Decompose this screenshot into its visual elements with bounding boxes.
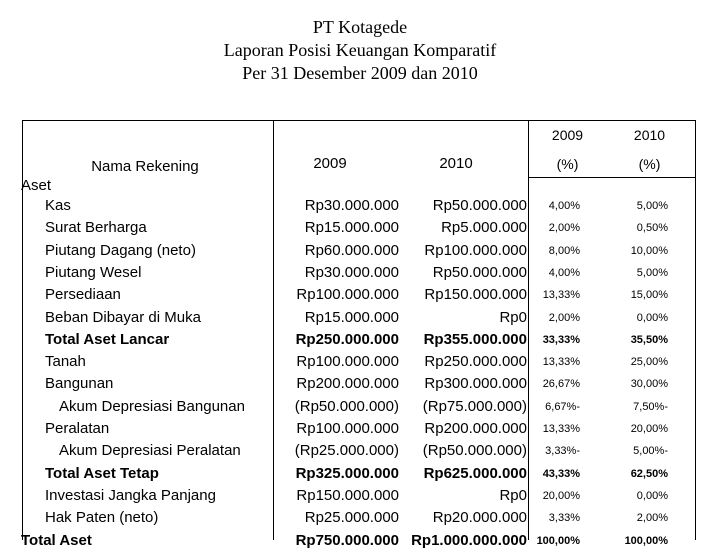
row-amount-2010: Rp250.000.000 bbox=[424, 353, 527, 370]
row-percent-2009: 13,33% bbox=[542, 356, 580, 368]
row-percent-2010: 5,00%- bbox=[633, 445, 668, 457]
header-pct-2010-unit: (%) bbox=[638, 156, 661, 172]
row-percent-2010: 10,00% bbox=[630, 245, 668, 257]
column-divider-amounts bbox=[528, 120, 529, 540]
row-percent-2010: 25,00% bbox=[630, 356, 668, 368]
header-account-name: Nama Rekening bbox=[91, 158, 199, 175]
header-2010: 2010 bbox=[439, 155, 473, 172]
row-percent-2010: 0,50% bbox=[636, 222, 668, 234]
row-account-name: Total Aset bbox=[21, 532, 92, 549]
row-amount-2010: Rp5.000.000 bbox=[441, 219, 527, 236]
header-pct-2010-year: 2010 bbox=[633, 127, 666, 143]
row-amount-2010: Rp50.000.000 bbox=[432, 264, 527, 281]
row-percent-2010: 0,00% bbox=[636, 312, 668, 324]
row-amount-2010: Rp100.000.000 bbox=[424, 242, 527, 259]
row-amount-2009: Rp15.000.000 bbox=[304, 219, 399, 236]
row-account-name: Piutang Dagang (neto) bbox=[45, 242, 196, 259]
row-amount-2010: (Rp50.000.000) bbox=[422, 442, 527, 459]
row-account-name: Kas bbox=[45, 197, 71, 214]
row-percent-2010: 7,50%- bbox=[633, 401, 668, 413]
header-pct-2009-unit: (%) bbox=[556, 156, 579, 172]
row-percent-2009: 33,33% bbox=[542, 334, 580, 346]
column-divider-name bbox=[273, 120, 274, 540]
row-amount-2009: Rp30.000.000 bbox=[304, 197, 399, 214]
row-amount-2010: Rp150.000.000 bbox=[424, 286, 527, 303]
row-percent-2009: 8,00% bbox=[548, 245, 580, 257]
row-amount-2009: Rp750.000.000 bbox=[295, 532, 399, 549]
row-amount-2010: Rp20.000.000 bbox=[432, 509, 527, 526]
row-amount-2010: Rp355.000.000 bbox=[423, 331, 527, 348]
row-percent-2010: 100,00% bbox=[624, 535, 668, 547]
row-amount-2010: Rp200.000.000 bbox=[424, 420, 527, 437]
row-account-name: Akum Depresiasi Peralatan bbox=[59, 442, 241, 459]
row-account-name: Surat Berharga bbox=[45, 219, 147, 236]
row-percent-2009: 13,33% bbox=[542, 289, 580, 301]
percent-header-underline bbox=[528, 177, 695, 178]
row-percent-2009: 43,33% bbox=[542, 468, 580, 480]
row-account-name: Akum Depresiasi Bangunan bbox=[59, 398, 245, 415]
row-amount-2010: (Rp75.000.000) bbox=[422, 398, 527, 415]
row-amount-2009: (Rp25.000.000) bbox=[294, 442, 399, 459]
row-percent-2009: 20,00% bbox=[542, 490, 580, 502]
row-percent-2009: 4,00% bbox=[548, 267, 580, 279]
row-account-name: Persediaan bbox=[45, 286, 121, 303]
row-percent-2009: 100,00% bbox=[536, 535, 580, 547]
row-amount-2010: Rp50.000.000 bbox=[432, 197, 527, 214]
row-account-name: Total Aset Lancar bbox=[45, 331, 170, 348]
row-amount-2009: Rp250.000.000 bbox=[295, 331, 399, 348]
row-amount-2009: (Rp50.000.000) bbox=[294, 398, 399, 415]
row-percent-2009: 2,00% bbox=[548, 222, 580, 234]
row-amount-2009: Rp200.000.000 bbox=[296, 375, 399, 392]
row-amount-2009: Rp25.000.000 bbox=[304, 509, 399, 526]
row-account-name: Peralatan bbox=[45, 420, 110, 437]
row-account-name: Investasi Jangka Panjang bbox=[45, 487, 216, 504]
row-percent-2009: 26,67% bbox=[542, 378, 580, 390]
row-percent-2010: 2,00% bbox=[636, 512, 668, 524]
table-top-border bbox=[22, 120, 695, 121]
row-percent-2010: 20,00% bbox=[630, 423, 668, 435]
report-period: Per 31 Desember 2009 dan 2010 bbox=[242, 63, 478, 83]
row-amount-2010: Rp300.000.000 bbox=[424, 375, 527, 392]
row-amount-2010: Rp1.000.000.000 bbox=[411, 532, 527, 549]
row-amount-2009: Rp100.000.000 bbox=[296, 420, 399, 437]
row-percent-2010: 35,50% bbox=[630, 334, 668, 346]
row-amount-2009: Rp15.000.000 bbox=[304, 309, 399, 326]
row-amount-2009: Rp60.000.000 bbox=[304, 242, 399, 259]
report-title: Laporan Posisi Keuangan Komparatif bbox=[223, 40, 497, 60]
row-amount-2009: Rp100.000.000 bbox=[296, 286, 399, 303]
row-amount-2009: Rp100.000.000 bbox=[296, 353, 399, 370]
row-account-name: Tanah bbox=[45, 353, 86, 370]
row-percent-2010: 5,00% bbox=[636, 267, 668, 279]
row-percent-2010: 30,00% bbox=[630, 378, 668, 390]
table-right-border bbox=[695, 120, 696, 540]
row-percent-2009: 2,00% bbox=[548, 312, 580, 324]
row-account-name: Beban Dibayar di Muka bbox=[45, 309, 201, 326]
row-percent-2009: 6,67%- bbox=[545, 401, 580, 413]
row-amount-2010: Rp0 bbox=[499, 309, 527, 326]
row-amount-2009: Rp30.000.000 bbox=[304, 264, 399, 281]
row-account-name: Total Aset Tetap bbox=[45, 465, 159, 482]
header-2009: 2009 bbox=[313, 155, 347, 172]
row-account-name: Bangunan bbox=[45, 375, 114, 392]
row-amount-2010: Rp0 bbox=[499, 487, 527, 504]
row-percent-2010: 5,00% bbox=[636, 200, 668, 212]
row-account-name: Hak Paten (neto) bbox=[45, 509, 159, 526]
row-percent-2010: 62,50% bbox=[630, 468, 668, 480]
row-amount-2010: Rp625.000.000 bbox=[423, 465, 527, 482]
row-percent-2009: 13,33% bbox=[542, 423, 580, 435]
row-amount-2009: Rp150.000.000 bbox=[296, 487, 399, 504]
row-account-name: Piutang Wesel bbox=[45, 264, 142, 281]
row-percent-2010: 0,00% bbox=[636, 490, 668, 502]
company-name: PT Kotagede bbox=[312, 17, 408, 37]
header-pct-2009-year: 2009 bbox=[551, 127, 584, 143]
section-label-aset: Aset bbox=[21, 177, 52, 194]
row-percent-2010: 15,00% bbox=[630, 289, 668, 301]
row-percent-2009: 4,00% bbox=[548, 200, 580, 212]
row-amount-2009: Rp325.000.000 bbox=[295, 465, 399, 482]
row-percent-2009: 3,33%- bbox=[545, 445, 580, 457]
row-percent-2009: 3,33% bbox=[548, 512, 580, 524]
